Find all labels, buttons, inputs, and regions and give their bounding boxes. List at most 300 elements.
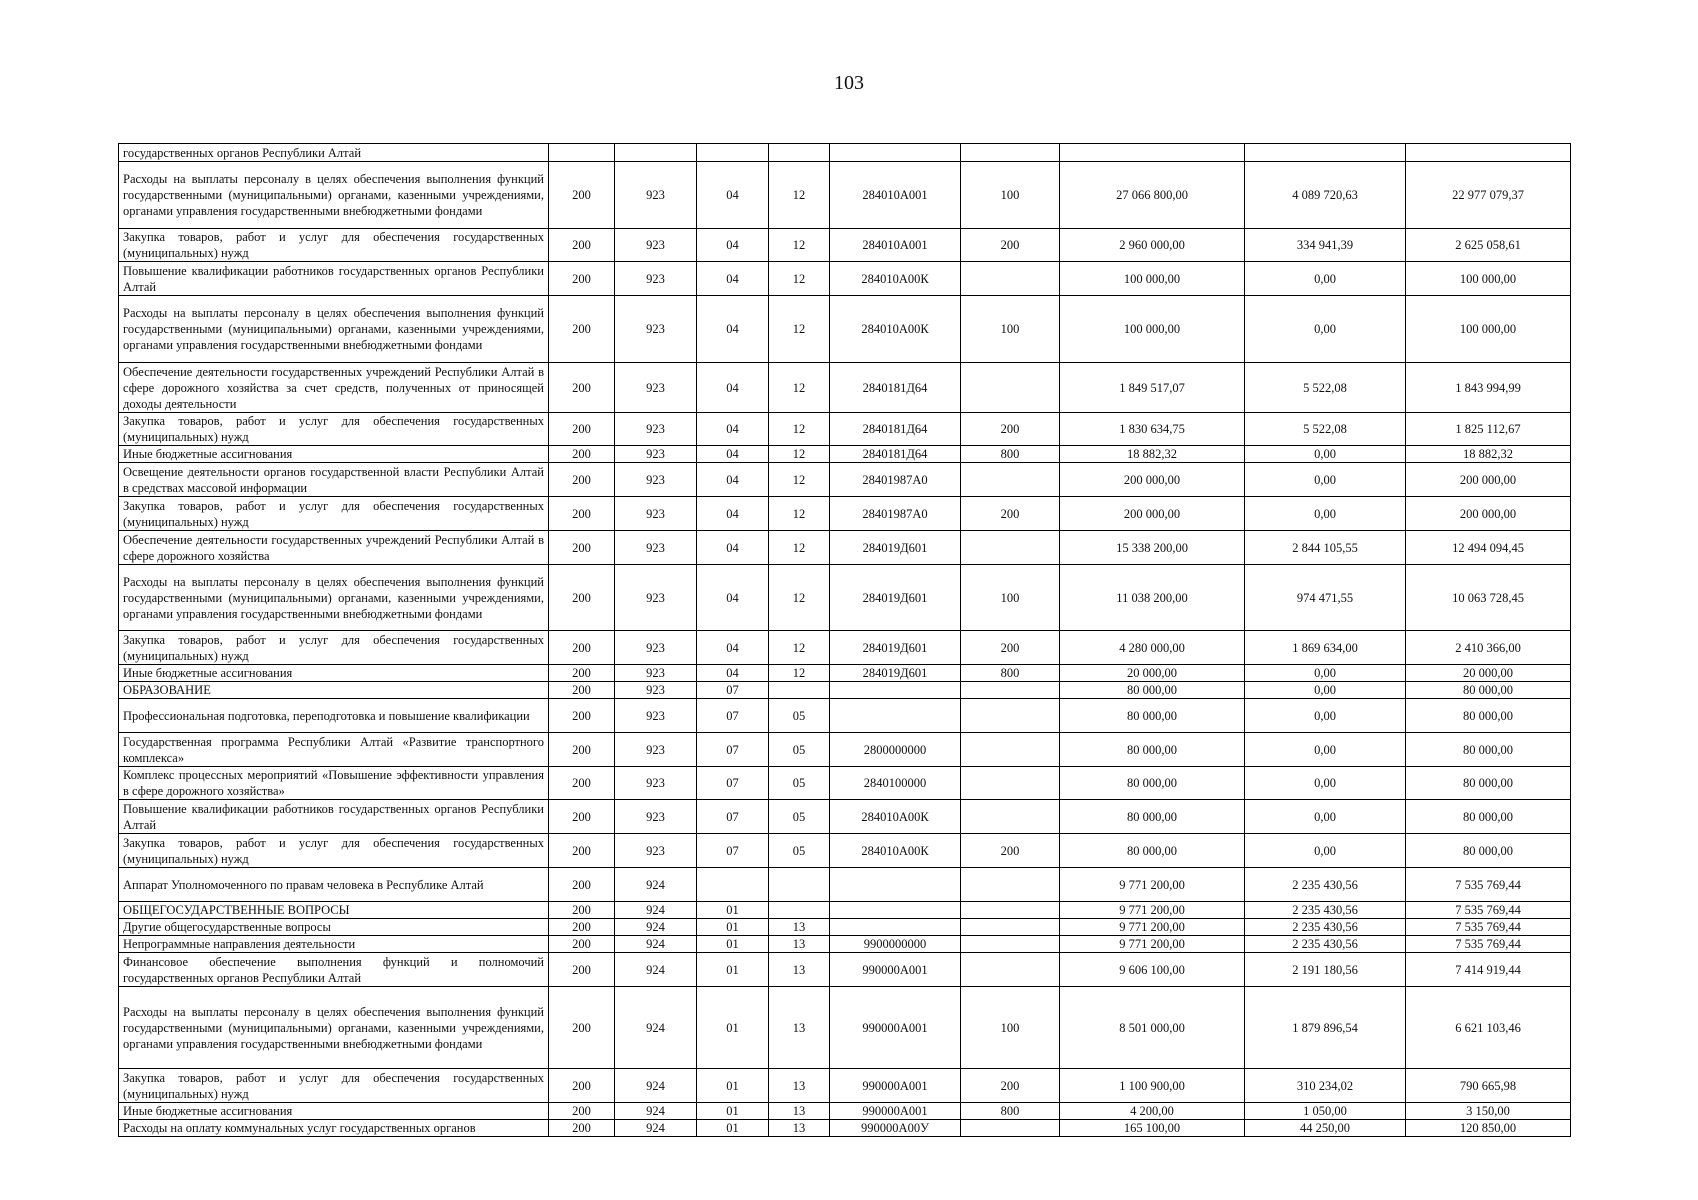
row-name: Иные бюджетные ассигнования (119, 1103, 549, 1120)
planned-amount: 9 771 200,00 (1060, 902, 1245, 919)
target-article-code (830, 699, 961, 733)
expense-type-code: 200 (961, 497, 1060, 531)
table-row (119, 631, 1571, 665)
section-code: 01 (697, 919, 769, 936)
rz-code: 200 (549, 162, 615, 229)
table-row (119, 800, 1571, 834)
executed-amount: 0,00 (1245, 800, 1406, 834)
rz-code: 200 (549, 1120, 615, 1137)
rz-code: 200 (549, 800, 615, 834)
row-name: ОБЩЕГОСУДАРСТВЕННЫЕ ВОПРОСЫ (119, 902, 549, 919)
table-row (119, 767, 1571, 800)
table-row (119, 446, 1571, 463)
row-name: Закупка товаров, работ и услуг для обеспечения государственных (муниципальных) нужд (119, 497, 549, 531)
row-name: Повышение квалификации работников государственных органов Республики Алтай (119, 800, 549, 834)
planned-amount: 2 960 000,00 (1060, 229, 1245, 262)
grbs-code: 923 (615, 497, 697, 531)
rz-code: 200 (549, 446, 615, 463)
grbs-code: 923 (615, 296, 697, 363)
rz-code: 200 (549, 531, 615, 565)
section-code: 07 (697, 699, 769, 733)
rz-code: 200 (549, 1069, 615, 1103)
expense-type-code: 200 (961, 229, 1060, 262)
executed-amount: 44 250,00 (1245, 1120, 1406, 1137)
expense-type-code: 100 (961, 987, 1060, 1069)
target-article-code: 28401987А0 (830, 497, 961, 531)
rz-code (549, 144, 615, 162)
rz-code: 200 (549, 363, 615, 413)
planned-amount: 27 066 800,00 (1060, 162, 1245, 229)
grbs-code: 923 (615, 682, 697, 699)
expense-type-code (961, 868, 1060, 902)
target-article-code (830, 682, 961, 699)
executed-amount: 0,00 (1245, 834, 1406, 868)
section-code: 01 (697, 1120, 769, 1137)
grbs-code: 924 (615, 1069, 697, 1103)
subsection-code (769, 868, 830, 902)
grbs-code: 923 (615, 699, 697, 733)
planned-amount: 9 771 200,00 (1060, 868, 1245, 902)
expense-type-code (961, 144, 1060, 162)
row-name: Расходы на оплату коммунальных услуг государственных органов (119, 1120, 549, 1137)
expense-type-code (961, 262, 1060, 296)
remaining-amount: 18 882,32 (1406, 446, 1571, 463)
subsection-code: 13 (769, 1069, 830, 1103)
rz-code: 200 (549, 682, 615, 699)
target-article-code: 2800000000 (830, 733, 961, 767)
section-code (697, 868, 769, 902)
target-article-code: 990000А001 (830, 987, 961, 1069)
row-name: Расходы на выплаты персоналу в целях обеспечения выполнения функций государственными (муниципальными) органами, казенными учреждениями, органами управления государственными внебюджетными фондами (119, 987, 549, 1069)
row-name: Расходы на выплаты персоналу в целях обеспечения выполнения функций государственными (муниципальными) органами, казенными учреждениями, органами управления государственными внебюджетными фондами (119, 162, 549, 229)
subsection-code: 13 (769, 953, 830, 987)
table-row (119, 296, 1571, 363)
grbs-code: 924 (615, 919, 697, 936)
subsection-code: 12 (769, 162, 830, 229)
planned-amount: 200 000,00 (1060, 497, 1245, 531)
target-article-code (830, 868, 961, 902)
subsection-code (769, 144, 830, 162)
executed-amount: 0,00 (1245, 497, 1406, 531)
executed-amount: 5 522,08 (1245, 413, 1406, 446)
row-name: Закупка товаров, работ и услуг для обеспечения государственных (муниципальных) нужд (119, 229, 549, 262)
planned-amount: 1 849 517,07 (1060, 363, 1245, 413)
expense-type-code (961, 733, 1060, 767)
rz-code: 200 (549, 262, 615, 296)
remaining-amount: 7 535 769,44 (1406, 936, 1571, 953)
remaining-amount: 7 535 769,44 (1406, 919, 1571, 936)
planned-amount: 9 606 100,00 (1060, 953, 1245, 987)
expense-type-code (961, 919, 1060, 936)
section-code: 01 (697, 1103, 769, 1120)
target-article-code: 284010А00К (830, 262, 961, 296)
table-body (119, 144, 1571, 1137)
table-row (119, 919, 1571, 936)
grbs-code: 924 (615, 936, 697, 953)
expense-type-code: 800 (961, 1103, 1060, 1120)
target-article-code: 2840181Д64 (830, 446, 961, 463)
expense-type-code (961, 531, 1060, 565)
table-row (119, 463, 1571, 497)
subsection-code: 05 (769, 834, 830, 868)
section-code: 01 (697, 953, 769, 987)
rz-code: 200 (549, 987, 615, 1069)
subsection-code: 12 (769, 229, 830, 262)
remaining-amount: 7 535 769,44 (1406, 902, 1571, 919)
expense-type-code (961, 767, 1060, 800)
expense-type-code (961, 800, 1060, 834)
executed-amount: 4 089 720,63 (1245, 162, 1406, 229)
planned-amount: 4 200,00 (1060, 1103, 1245, 1120)
grbs-code: 923 (615, 665, 697, 682)
remaining-amount: 20 000,00 (1406, 665, 1571, 682)
target-article-code: 284019Д601 (830, 565, 961, 631)
executed-amount: 0,00 (1245, 262, 1406, 296)
rz-code: 200 (549, 767, 615, 800)
target-article-code: 284010А00К (830, 800, 961, 834)
table-row (119, 987, 1571, 1069)
grbs-code: 923 (615, 262, 697, 296)
remaining-amount: 80 000,00 (1406, 834, 1571, 868)
planned-amount: 80 000,00 (1060, 834, 1245, 868)
remaining-amount: 6 621 103,46 (1406, 987, 1571, 1069)
section-code: 04 (697, 413, 769, 446)
target-article-code (830, 902, 961, 919)
table-row (119, 1103, 1571, 1120)
subsection-code: 13 (769, 936, 830, 953)
target-article-code: 2840181Д64 (830, 363, 961, 413)
rz-code: 200 (549, 919, 615, 936)
remaining-amount (1406, 144, 1571, 162)
row-name: Иные бюджетные ассигнования (119, 665, 549, 682)
row-name: Закупка товаров, работ и услуг для обеспечения государственных (муниципальных) нужд (119, 1069, 549, 1103)
rz-code: 200 (549, 497, 615, 531)
target-article-code: 2840181Д64 (830, 413, 961, 446)
grbs-code: 924 (615, 953, 697, 987)
rz-code: 200 (549, 413, 615, 446)
grbs-code: 924 (615, 987, 697, 1069)
subsection-code: 13 (769, 1120, 830, 1137)
table-row (119, 565, 1571, 631)
executed-amount: 0,00 (1245, 463, 1406, 497)
subsection-code: 12 (769, 262, 830, 296)
subsection-code: 12 (769, 631, 830, 665)
grbs-code: 924 (615, 1120, 697, 1137)
executed-amount: 2 235 430,56 (1245, 868, 1406, 902)
remaining-amount: 100 000,00 (1406, 296, 1571, 363)
executed-amount: 0,00 (1245, 665, 1406, 682)
remaining-amount: 790 665,98 (1406, 1069, 1571, 1103)
remaining-amount: 200 000,00 (1406, 497, 1571, 531)
expense-type-code: 800 (961, 665, 1060, 682)
target-article-code: 990000А001 (830, 953, 961, 987)
target-article-code: 284010А00К (830, 296, 961, 363)
planned-amount (1060, 144, 1245, 162)
rz-code: 200 (549, 1103, 615, 1120)
section-code: 01 (697, 987, 769, 1069)
subsection-code: 12 (769, 497, 830, 531)
expense-type-code: 100 (961, 162, 1060, 229)
row-name: Комплекс процессных мероприятий «Повышение эффективности управления в сфере дорожного хозяйства» (119, 767, 549, 800)
planned-amount: 80 000,00 (1060, 699, 1245, 733)
rz-code: 200 (549, 631, 615, 665)
grbs-code: 923 (615, 834, 697, 868)
grbs-code: 924 (615, 1103, 697, 1120)
grbs-code: 923 (615, 463, 697, 497)
expense-type-code: 100 (961, 565, 1060, 631)
planned-amount: 80 000,00 (1060, 767, 1245, 800)
target-article-code (830, 144, 961, 162)
row-name: Иные бюджетные ассигнования (119, 446, 549, 463)
remaining-amount: 80 000,00 (1406, 699, 1571, 733)
grbs-code: 923 (615, 800, 697, 834)
remaining-amount: 120 850,00 (1406, 1120, 1571, 1137)
expense-type-code (961, 699, 1060, 733)
section-code: 01 (697, 902, 769, 919)
executed-amount: 1 050,00 (1245, 1103, 1406, 1120)
table-row (119, 902, 1571, 919)
target-article-code: 284010А001 (830, 162, 961, 229)
table-row (119, 162, 1571, 229)
planned-amount: 15 338 200,00 (1060, 531, 1245, 565)
executed-amount: 0,00 (1245, 733, 1406, 767)
section-code: 04 (697, 631, 769, 665)
grbs-code: 924 (615, 868, 697, 902)
subsection-code: 12 (769, 665, 830, 682)
remaining-amount: 100 000,00 (1406, 262, 1571, 296)
planned-amount: 100 000,00 (1060, 262, 1245, 296)
grbs-code: 923 (615, 767, 697, 800)
expense-type-code (961, 902, 1060, 919)
target-article-code (830, 919, 961, 936)
table-row (119, 834, 1571, 868)
section-code: 04 (697, 363, 769, 413)
grbs-code: 923 (615, 229, 697, 262)
planned-amount: 80 000,00 (1060, 733, 1245, 767)
grbs-code: 923 (615, 733, 697, 767)
executed-amount: 5 522,08 (1245, 363, 1406, 413)
executed-amount: 0,00 (1245, 446, 1406, 463)
target-article-code: 2840100000 (830, 767, 961, 800)
rz-code: 200 (549, 665, 615, 682)
table-row (119, 733, 1571, 767)
executed-amount: 2 235 430,56 (1245, 936, 1406, 953)
executed-amount: 974 471,55 (1245, 565, 1406, 631)
table-row (119, 868, 1571, 902)
subsection-code: 05 (769, 733, 830, 767)
row-name: ОБРАЗОВАНИЕ (119, 682, 549, 699)
subsection-code: 12 (769, 413, 830, 446)
expense-type-code (961, 1120, 1060, 1137)
expense-type-code: 200 (961, 834, 1060, 868)
row-name: Аппарат Уполномоченного по правам человека в Республике Алтай (119, 868, 549, 902)
grbs-code: 923 (615, 565, 697, 631)
table-row (119, 699, 1571, 733)
remaining-amount: 10 063 728,45 (1406, 565, 1571, 631)
subsection-code: 12 (769, 531, 830, 565)
table-row (119, 953, 1571, 987)
table-row (119, 363, 1571, 413)
rz-code: 200 (549, 733, 615, 767)
table-row (119, 665, 1571, 682)
planned-amount: 11 038 200,00 (1060, 565, 1245, 631)
remaining-amount: 7 414 919,44 (1406, 953, 1571, 987)
executed-amount: 0,00 (1245, 682, 1406, 699)
planned-amount: 80 000,00 (1060, 682, 1245, 699)
section-code: 07 (697, 733, 769, 767)
expense-type-code (961, 953, 1060, 987)
rz-code: 200 (549, 868, 615, 902)
rz-code: 200 (549, 699, 615, 733)
remaining-amount: 2 410 366,00 (1406, 631, 1571, 665)
section-code: 04 (697, 497, 769, 531)
subsection-code: 12 (769, 363, 830, 413)
grbs-code: 923 (615, 413, 697, 446)
section-code: 07 (697, 682, 769, 699)
budget-table (118, 143, 1571, 1137)
target-article-code: 284019Д601 (830, 665, 961, 682)
section-code: 01 (697, 1069, 769, 1103)
rz-code: 200 (549, 902, 615, 919)
row-name: Непрограммные направления деятельности (119, 936, 549, 953)
subsection-code: 13 (769, 1103, 830, 1120)
remaining-amount: 200 000,00 (1406, 463, 1571, 497)
row-name: Профессиональная подготовка, переподготовка и повышение квалификации (119, 699, 549, 733)
target-article-code: 990000А001 (830, 1069, 961, 1103)
section-code: 04 (697, 463, 769, 497)
section-code: 07 (697, 800, 769, 834)
planned-amount: 80 000,00 (1060, 800, 1245, 834)
remaining-amount: 3 150,00 (1406, 1103, 1571, 1120)
grbs-code: 923 (615, 531, 697, 565)
subsection-code (769, 682, 830, 699)
subsection-code: 05 (769, 767, 830, 800)
rz-code: 200 (549, 565, 615, 631)
remaining-amount: 2 625 058,61 (1406, 229, 1571, 262)
expense-type-code: 200 (961, 631, 1060, 665)
rz-code: 200 (549, 834, 615, 868)
table-row (119, 262, 1571, 296)
row-name: Закупка товаров, работ и услуг для обеспечения государственных (муниципальных) нужд (119, 834, 549, 868)
page-number: 103 (834, 72, 864, 94)
rz-code: 200 (549, 296, 615, 363)
row-name: Расходы на выплаты персоналу в целях обеспечения выполнения функций государственными (муниципальными) органами, казенными учреждениями, органами управления государственными внебюджетными фондами (119, 565, 549, 631)
planned-amount: 4 280 000,00 (1060, 631, 1245, 665)
row-name: Другие общегосударственные вопросы (119, 919, 549, 936)
executed-amount: 1 869 634,00 (1245, 631, 1406, 665)
section-code: 01 (697, 936, 769, 953)
remaining-amount: 80 000,00 (1406, 733, 1571, 767)
table-row (119, 936, 1571, 953)
executed-amount: 2 235 430,56 (1245, 902, 1406, 919)
executed-amount: 2 191 180,56 (1245, 953, 1406, 987)
target-article-code: 9900000000 (830, 936, 961, 953)
remaining-amount: 80 000,00 (1406, 682, 1571, 699)
section-code: 04 (697, 262, 769, 296)
grbs-code (615, 144, 697, 162)
subsection-code: 12 (769, 296, 830, 363)
planned-amount: 18 882,32 (1060, 446, 1245, 463)
subsection-code: 12 (769, 565, 830, 631)
executed-amount: 0,00 (1245, 699, 1406, 733)
section-code (697, 144, 769, 162)
planned-amount: 100 000,00 (1060, 296, 1245, 363)
target-article-code: 990000А001 (830, 1103, 961, 1120)
table-row (119, 1120, 1571, 1137)
executed-amount: 310 234,02 (1245, 1069, 1406, 1103)
subsection-code: 05 (769, 699, 830, 733)
subsection-code: 13 (769, 987, 830, 1069)
remaining-amount: 22 977 079,37 (1406, 162, 1571, 229)
rz-code: 200 (549, 229, 615, 262)
subsection-code: 13 (769, 919, 830, 936)
row-name: Повышение квалификации работников государственных органов Республики Алтай (119, 262, 549, 296)
expense-type-code: 100 (961, 296, 1060, 363)
target-article-code: 28401987А0 (830, 463, 961, 497)
target-article-code: 284010А001 (830, 229, 961, 262)
expense-type-code: 200 (961, 413, 1060, 446)
rz-code: 200 (549, 463, 615, 497)
section-code: 04 (697, 229, 769, 262)
section-code: 04 (697, 531, 769, 565)
target-article-code: 990000А00У (830, 1120, 961, 1137)
section-code: 07 (697, 767, 769, 800)
table-row (119, 413, 1571, 446)
table-row (119, 497, 1571, 531)
table-row (119, 1069, 1571, 1103)
expense-type-code: 200 (961, 1069, 1060, 1103)
target-article-code: 284019Д601 (830, 631, 961, 665)
section-code: 04 (697, 665, 769, 682)
planned-amount: 1 100 900,00 (1060, 1069, 1245, 1103)
grbs-code: 923 (615, 363, 697, 413)
planned-amount: 9 771 200,00 (1060, 936, 1245, 953)
executed-amount: 334 941,39 (1245, 229, 1406, 262)
planned-amount: 200 000,00 (1060, 463, 1245, 497)
remaining-amount: 7 535 769,44 (1406, 868, 1571, 902)
planned-amount: 165 100,00 (1060, 1120, 1245, 1137)
remaining-amount: 1 843 994,99 (1406, 363, 1571, 413)
subsection-code (769, 902, 830, 919)
row-name: Закупка товаров, работ и услуг для обеспечения государственных (муниципальных) нужд (119, 631, 549, 665)
table-row (119, 229, 1571, 262)
planned-amount: 8 501 000,00 (1060, 987, 1245, 1069)
planned-amount: 1 830 634,75 (1060, 413, 1245, 446)
subsection-code: 12 (769, 446, 830, 463)
section-code: 04 (697, 162, 769, 229)
section-code: 04 (697, 565, 769, 631)
grbs-code: 924 (615, 902, 697, 919)
rz-code: 200 (549, 936, 615, 953)
row-name: Обеспечение деятельности государственных учреждений Республики Алтай в сфере дорожного хозяйства (119, 531, 549, 565)
table-row (119, 531, 1571, 565)
table-row (119, 682, 1571, 699)
expense-type-code (961, 363, 1060, 413)
executed-amount (1245, 144, 1406, 162)
row-name: Финансовое обеспечение выполнения функций и полномочий государственных органов Республики Алтай (119, 953, 549, 987)
row-name: Государственная программа Республики Алтай «Развитие транспортного комплекса» (119, 733, 549, 767)
grbs-code: 923 (615, 631, 697, 665)
row-name: Расходы на выплаты персоналу в целях обеспечения выполнения функций государственными (муниципальными) органами, казенными учреждениями, органами управления государственными внебюджетными фондами (119, 296, 549, 363)
executed-amount: 2 844 105,55 (1245, 531, 1406, 565)
grbs-code: 923 (615, 446, 697, 463)
executed-amount: 0,00 (1245, 767, 1406, 800)
planned-amount: 9 771 200,00 (1060, 919, 1245, 936)
planned-amount: 20 000,00 (1060, 665, 1245, 682)
expense-type-code (961, 463, 1060, 497)
rz-code: 200 (549, 953, 615, 987)
executed-amount: 2 235 430,56 (1245, 919, 1406, 936)
